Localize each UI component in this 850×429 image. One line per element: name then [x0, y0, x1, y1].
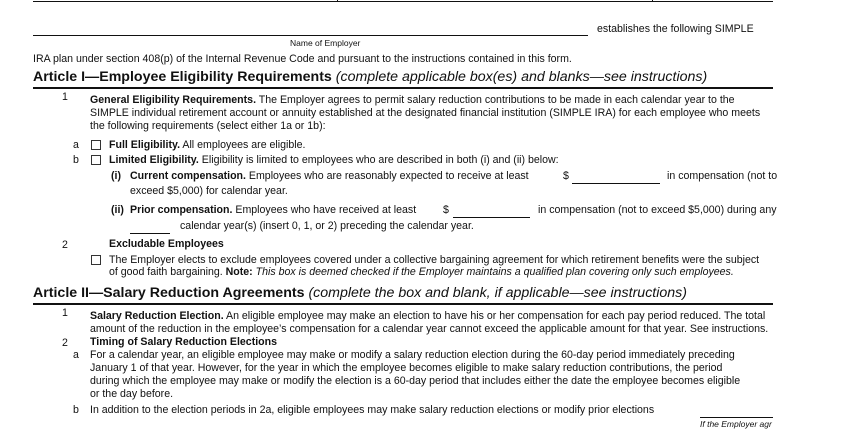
a2-section-2-number: 2: [62, 337, 68, 349]
article-1-rule: [33, 87, 773, 89]
limited-eligibility-label: [109, 154, 559, 167]
election-period-field[interactable]: [700, 417, 773, 418]
item-i-after: in compensation (not to: [667, 170, 778, 182]
excludable-note-bold: Note:: [225, 266, 253, 278]
a2-option-a-line-3: during which the employee may make or modify the election is a 60-day period that includes either the date the employee becomes eligible: [90, 375, 741, 387]
salary-reduction-election-bold: Salary Reduction Election.: [90, 310, 224, 322]
full-eligibility-checkbox[interactable]: [91, 140, 101, 150]
a2-section-1-number: 1: [62, 307, 68, 319]
article-2-header: [33, 285, 687, 302]
item-ii-line-2: calendar year(s) (insert 0, 1, or 2) preceding the calendar year.: [180, 220, 474, 232]
timing-elections-title: Timing of Salary Reduction Elections: [90, 336, 277, 348]
a2-option-a-line-1: For a calendar year, an eligible employee may make or modify a salary reduction election during the 60-day period immediately preceding: [90, 349, 735, 361]
item-ii-after: in compensation (not to exceed $5,000) during any: [538, 204, 777, 216]
limited-eligibility-bold: Limited Eligibility.: [109, 154, 199, 166]
article-2-subtitle: (complete the box and blank, if applicable—see instructions): [308, 285, 687, 301]
top-tick-left: [337, 0, 338, 2]
excludable-line-1: The Employer elects to exclude employees covered under a collective bargaining agreement for which retirement benefits were the subject: [109, 254, 760, 266]
top-rule: [33, 1, 773, 2]
limited-eligibility-text: Eligibility is limited to employees who are described in both (i) and (ii) below:: [198, 154, 559, 166]
a2-option-b-cut-text: If the Employer agr: [700, 419, 772, 429]
item-i-label: (i): [111, 170, 121, 182]
article-1-header: [33, 69, 707, 86]
a1-section-1-line-1: [90, 94, 735, 107]
excludable-employees-title: Excludable Employees: [109, 238, 224, 250]
a1-s1-bold: General Eligibility Requirements.: [90, 94, 257, 106]
a2-option-b-line-1: In addition to the election periods in 2a, eligible employees may make salary reduction elections or modify prior elections: [90, 404, 655, 416]
full-eligibility-text: All employees are eligible.: [180, 139, 306, 151]
article-2-title: Article II—Salary Reduction Agreements: [33, 285, 305, 301]
establishes-text: establishes the following SIMPLE: [597, 23, 754, 35]
current-compensation-bold: Current compensation.: [130, 170, 246, 182]
prior-compensation-text: Employees who have received at least: [232, 204, 417, 216]
option-b-letter: b: [73, 154, 79, 166]
article-1-title: Article I—Employee Eligibility Requirements: [33, 69, 332, 85]
a2-option-a-line-2: January 1 of that year. However, for the year in which the employee becomes eligible to make salary reduction contributions, the period: [90, 362, 723, 374]
a1-section-2-number: 2: [62, 239, 68, 251]
a1-s1-text: The Employer agrees to permit salary reduction contributions to be made in each calendar year to the: [256, 94, 735, 106]
prior-compensation-amount-field[interactable]: [453, 217, 530, 218]
limited-eligibility-checkbox[interactable]: [91, 155, 101, 165]
item-i-line-1: [130, 170, 529, 183]
a2-option-a-line-4: or the day before.: [90, 388, 174, 400]
option-a-letter: a: [73, 139, 79, 151]
ira-plan-line: IRA plan under section 408(p) of the Internal Revenue Code and pursuant to the instructions contained in this form.: [33, 53, 572, 65]
exclude-collective-bargaining-checkbox[interactable]: [91, 255, 101, 265]
employer-name-line: [33, 35, 588, 36]
item-i-line-2: exceed $5,000) for calendar year.: [130, 185, 288, 197]
calendar-years-field[interactable]: [130, 233, 170, 234]
current-compensation-amount-field[interactable]: [572, 183, 660, 184]
excludable-line-2-text: of good faith bargaining.: [109, 266, 226, 278]
a2-option-a-letter: a: [73, 349, 79, 361]
excludable-note-text: This box is deemed checked if the Employer maintains a qualified plan covering only such employees.: [252, 266, 734, 278]
article-1-subtitle: (complete applicable box(es) and blanks—see instructions): [335, 69, 708, 85]
item-i-dollar: $: [563, 170, 569, 182]
current-compensation-text: Employees who are reasonably expected to receive at least: [245, 170, 529, 182]
a2-option-b-letter: b: [73, 404, 79, 416]
name-of-employer-label: Name of Employer: [290, 38, 361, 48]
full-eligibility-label: [109, 139, 305, 152]
a2-section-1-line-2: amount of the reduction in the employee’s compensation for a calendar year cannot exceed the applicable amount for that year. See instructions.: [90, 323, 769, 335]
a2-section-1-line-1: [90, 310, 765, 323]
excludable-line-2: [109, 266, 734, 279]
prior-compensation-bold: Prior compensation.: [130, 204, 233, 216]
full-eligibility-bold: Full Eligibility.: [109, 139, 181, 151]
a1-section-1-number: 1: [62, 91, 68, 103]
top-tick-right: [652, 0, 653, 2]
article-2-rule: [33, 303, 773, 305]
a1-section-1-line-3: the following requirements (select either 1a or 1b):: [90, 120, 326, 132]
item-ii-line-1: [130, 204, 416, 217]
salary-reduction-election-text: An eligible employee may make an election to have his or her compensation for each pay period reduced. The total: [223, 310, 766, 322]
item-ii-label: (ii): [111, 204, 124, 216]
a1-section-1-line-2: SIMPLE individual retirement account or annuity established at the designated financial institution (SIMPLE IRA) for each employee who meets: [90, 107, 761, 119]
item-ii-dollar: $: [443, 204, 449, 216]
